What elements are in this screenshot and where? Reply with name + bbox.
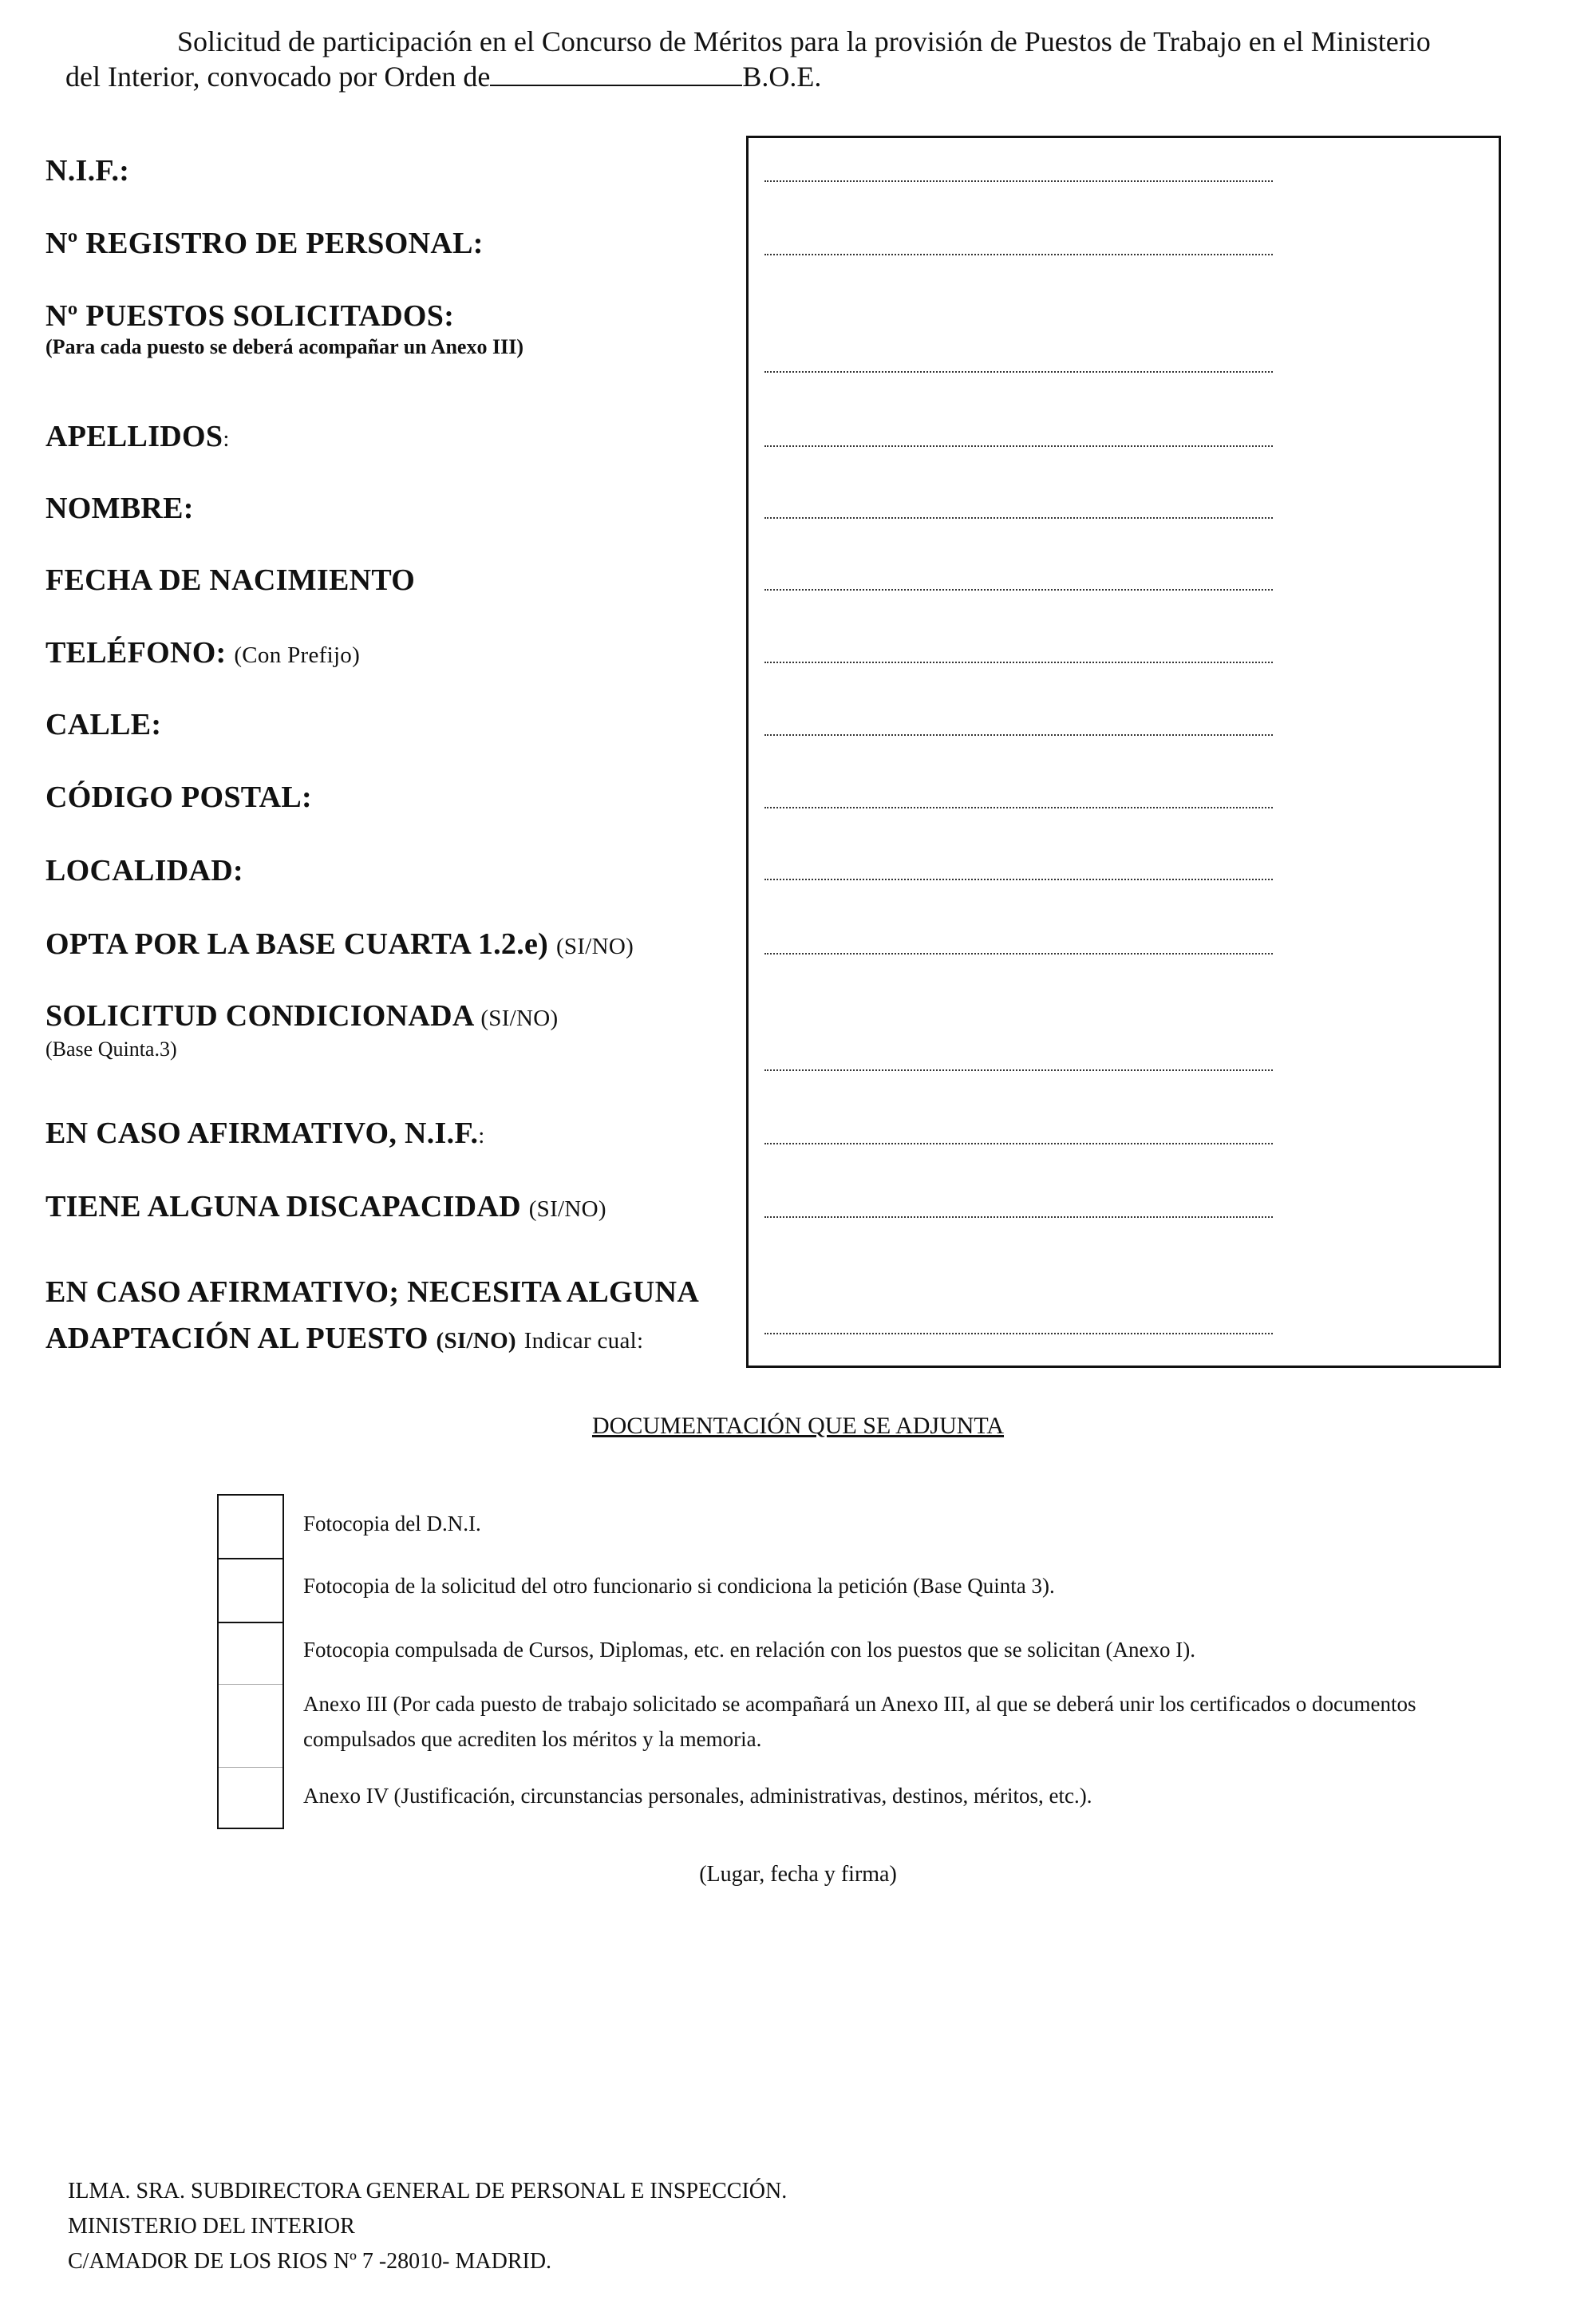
field-label: CÓDIGO POSTAL:	[45, 781, 312, 814]
field-puestos	[45, 298, 748, 361]
checkbox-anexo-iii[interactable]	[217, 1682, 284, 1765]
field-label-2: ADAPTACIÓN AL PUESTO	[45, 1322, 429, 1355]
field-hint: (Con Prefijo)	[234, 642, 361, 668]
field-note: (Para cada puesto se deberá acompañar un Anexo III)	[45, 335, 523, 358]
order-date-blank[interactable]	[490, 61, 742, 86]
field-label: EN CASO AFIRMATIVO; NECESITA ALGUNA	[45, 1275, 700, 1309]
field-label: TELÉFONO:	[45, 636, 227, 670]
field-hint: (SI/NO)	[528, 1196, 606, 1222]
field-tail: Indicar cual:	[523, 1328, 644, 1354]
field-label: LOCALIDAD:	[45, 854, 243, 887]
doc-item: Anexo III (Por cada puesto de trabajo solicitado se acompañará un Anexo III, al que se deberá unir los certificados o documentos compulsados que acrediten los méritos y la memoria.	[303, 1692, 1416, 1751]
solicitud-condicionada-input-line[interactable]	[764, 1069, 1273, 1071]
field-label: OPTA POR LA BASE CUARTA 1.2.e)	[45, 927, 549, 961]
input-box	[746, 136, 1501, 1368]
field-hint: (SI/NO)	[436, 1328, 516, 1354]
field-telefono	[45, 635, 748, 673]
nif-afirmativo-input-line[interactable]	[764, 1143, 1273, 1144]
codigo-postal-input-line[interactable]	[764, 807, 1273, 808]
localidad-input-line[interactable]	[764, 879, 1273, 880]
field-nif	[45, 153, 748, 188]
field-discapacidad	[45, 1189, 748, 1227]
field-apellidos	[45, 419, 748, 457]
field-label: SOLICITUD CONDICIONADA	[45, 999, 473, 1033]
field-label: N.I.F.:	[45, 154, 130, 188]
registro-input-line[interactable]	[764, 254, 1273, 255]
field-label: CALLE:	[45, 708, 162, 741]
doc-item: Fotocopia de la solicitud del otro funcionario si condiciona la petición (Base Quinta 3).	[303, 1574, 1055, 1598]
field-label: EN CASO AFIRMATIVO, N.I.F.	[45, 1117, 479, 1150]
field-note: (Base Quinta.3)	[45, 1038, 177, 1061]
field-label: NOMBRE:	[45, 492, 194, 525]
field-hint: (SI/NO)	[555, 934, 634, 959]
checkbox-solicitud-otro[interactable]	[217, 1556, 284, 1620]
field-nombre	[45, 491, 748, 526]
discapacidad-input-line[interactable]	[764, 1216, 1273, 1218]
apellidos-input-line[interactable]	[764, 445, 1273, 447]
doc-item: Anexo IV (Justificación, circunstancias personales, administrativas, destinos, méritos, etc.).	[303, 1784, 1092, 1808]
field-codigo-postal	[45, 780, 748, 815]
field-tail: :	[223, 426, 230, 452]
doc-item: Fotocopia del D.N.I.	[303, 1512, 481, 1536]
field-tail: :	[478, 1123, 485, 1148]
footer-line: MINISTERIO DEL INTERIOR	[68, 2214, 355, 2239]
field-label: Nº PUESTOS SOLICITADOS:	[45, 299, 455, 333]
field-calle	[45, 707, 748, 742]
field-label: TIENE ALGUNA DISCAPACIDAD	[45, 1190, 521, 1223]
field-fecha-nacimiento	[45, 563, 748, 598]
field-nif-afirmativo	[45, 1116, 748, 1153]
field-solicitud-condicionada	[45, 998, 748, 1063]
field-opta-base	[45, 927, 748, 964]
opta-base-input-line[interactable]	[764, 953, 1273, 955]
documentation-title: DOCUMENTACIÓN QUE SE ADJUNTA	[591, 1413, 1005, 1439]
adaptacion-input-line[interactable]	[764, 1333, 1273, 1334]
field-label: APELLIDOS	[45, 420, 223, 453]
doc-item: Fotocopia compulsada de Cursos, Diplomas, etc. en relación con los puestos que se solicitan (Anexo I).	[303, 1638, 1195, 1662]
fecha-nacimiento-input-line[interactable]	[764, 589, 1273, 591]
header-line-1: Solicitud de participación en el Concurso de Méritos para la provisión de Puestos de Trabajo en el Ministerio	[177, 26, 1431, 57]
header-line-2	[65, 59, 821, 94]
checkbox-cursos[interactable]	[217, 1620, 284, 1682]
field-label: FECHA DE NACIMIENTO	[45, 563, 416, 597]
field-localidad	[45, 853, 748, 888]
nif-input-line[interactable]	[764, 180, 1273, 182]
signature-line: (Lugar, fecha y firma)	[699, 1862, 897, 1887]
puestos-input-line[interactable]	[764, 371, 1273, 373]
nombre-input-line[interactable]	[764, 517, 1273, 519]
calle-input-line[interactable]	[764, 734, 1273, 736]
telefono-input-line[interactable]	[764, 662, 1273, 663]
field-registro	[45, 226, 748, 261]
field-adaptacion	[45, 1269, 748, 1364]
field-hint: (SI/NO)	[480, 1006, 559, 1031]
footer-address	[68, 2174, 787, 2279]
field-label: Nº REGISTRO DE PERSONAL:	[45, 227, 484, 260]
checkbox-anexo-iv[interactable]	[217, 1765, 284, 1829]
boe-label: B.O.E.	[742, 61, 822, 93]
header-line-2-text: del Interior, convocado por Orden de	[65, 61, 491, 93]
footer-line: C/AMADOR DE LOS RIOS Nº 7 -28010- MADRID.	[68, 2249, 552, 2274]
checkbox-dni[interactable]	[217, 1494, 284, 1556]
footer-line: ILMA. SRA. SUBDIRECTORA GENERAL DE PERSONAL E INSPECCIÓN.	[68, 2179, 788, 2203]
